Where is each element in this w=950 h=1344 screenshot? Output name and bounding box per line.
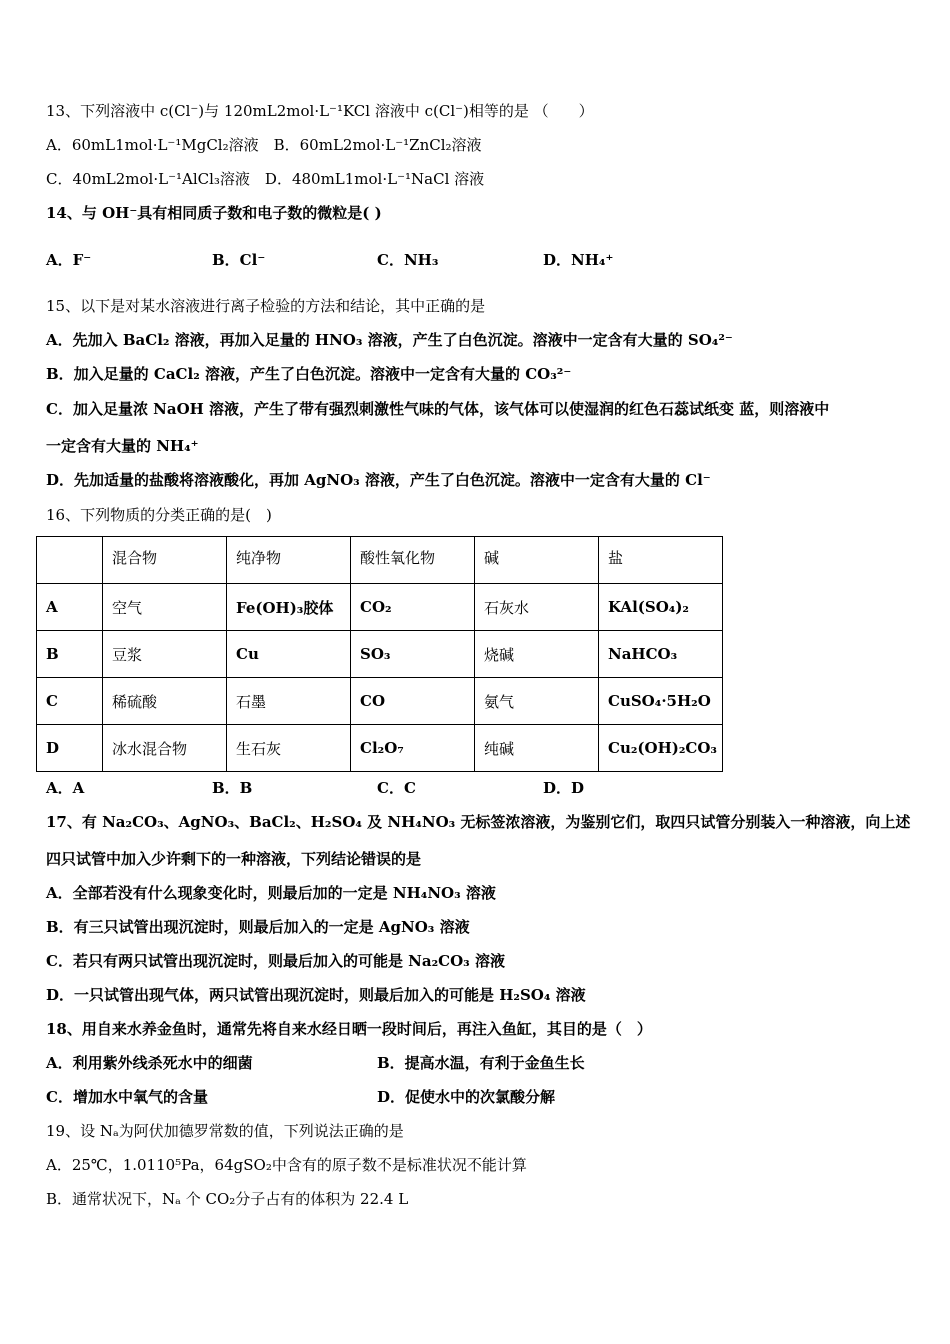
table-cell: CO [351, 678, 475, 725]
table-cell: 空气 [103, 584, 227, 631]
table-cell: 烧碱 [475, 631, 599, 678]
q14-option-d: D．NH₄⁺ [543, 251, 614, 269]
table-cell: CO₂ [351, 584, 475, 631]
table-cell: 豆浆 [103, 631, 227, 678]
q14-option-a: A．F⁻ [46, 251, 92, 269]
table-cell: SO₃ [351, 631, 475, 678]
q13-options-cd: C．40mL2mol·L⁻¹AlCl₃溶液 D．480mL1mol·L⁻¹NaCl 溶液 [46, 170, 485, 188]
table-cell: 石灰水 [475, 584, 599, 631]
table-cell: 碱 [475, 537, 599, 584]
q17-option-b: B．有三只试管出现沉淀时，则最后加入的一定是 AgNO₃ 溶液 [46, 918, 470, 936]
table-cell: 冰水混合物 [103, 725, 227, 772]
q16-option-d: D．D [543, 779, 585, 797]
q17-option-c: C．若只有两只试管出现沉淀时，则最后加入的可能是 Na₂CO₃ 溶液 [46, 952, 505, 970]
table-row [37, 631, 723, 678]
table-cell: 酸性氧化物 [351, 537, 475, 584]
q15-option-a: A．先加入 BaCl₂ 溶液，再加入足量的 HNO₃ 溶液，产生了白色沉淀。溶液中一定含有大量的 SO₄²⁻ [46, 331, 733, 349]
q17-option-d: D．一只试管出现气体，两只试管出现沉淀时，则最后加入的可能是 H₂SO₄ 溶液 [46, 986, 586, 1004]
table-cell: B [37, 631, 103, 678]
q16-option-b: B．B [212, 779, 253, 797]
table-cell: Cu₂(OH)₂CO₃ [599, 725, 723, 772]
table-cell: A [37, 584, 103, 631]
table-cell: KAl(SO₄)₂ [599, 584, 723, 631]
q19-option-a: A．25℃，1.0110⁵Pa，64gSO₂中含有的原子数不是标准状况不能计算 [46, 1156, 527, 1174]
q17-option-a: A．全部若没有什么现象变化时，则最后加的一定是 NH₄NO₃ 溶液 [46, 884, 496, 902]
q18-stem: 18、用自来水养金鱼时，通常先将自来水经日晒一段时间后，再注入鱼缸，其目的是（ ） [46, 1020, 652, 1038]
table-cell: CuSO₄·5H₂O [599, 678, 723, 725]
table-cell: Cl₂O₇ [351, 725, 475, 772]
table-cell: 生石灰 [227, 725, 351, 772]
table-cell: 石墨 [227, 678, 351, 725]
q17-stem: 17、有 Na₂CO₃、AgNO₃、BaCl₂、H₂SO₄ 及 NH₄NO₃ 无标签浓溶液，为鉴别它们，取四只试管分别装入一种溶液，向上述 [46, 813, 911, 831]
table-row [37, 678, 723, 725]
table-cell: Cu [227, 631, 351, 678]
q18-option-d: D．促使水中的次氯酸分解 [377, 1088, 556, 1106]
q15-option-c: C．加入足量浓 NaOH 溶液，产生了带有强烈刺激性气味的气体，该气体可以使湿润的红色石蕊试纸变 蓝，则溶液中 [46, 400, 830, 418]
q16-option-c: C．C [377, 779, 416, 797]
table-header-row [37, 537, 723, 584]
q14-option-c: C．NH₃ [377, 251, 439, 269]
table-cell: 盐 [599, 537, 723, 584]
table-cell: 纯净物 [227, 537, 351, 584]
q15-option-b: B．加入足量的 CaCl₂ 溶液，产生了白色沉淀。溶液中一定含有大量的 CO₃²⁻ [46, 365, 572, 383]
q14-option-b: B．Cl⁻ [212, 251, 266, 269]
table-cell: 氨气 [475, 678, 599, 725]
q17-stem-cont: 四只试管中加入少许剩下的一种溶液，下列结论错误的是 [46, 850, 422, 868]
q18-option-b: B．提高水温，有利于金鱼生长 [377, 1054, 585, 1072]
table-row [37, 584, 723, 631]
q13-stem: 13、下列溶液中 c(Cl⁻)与 120mL2mol·L⁻¹KCl 溶液中 c(Cl⁻)相等的是 （ ） [46, 102, 594, 120]
table-cell: Fe(OH)₃胶体 [227, 584, 351, 631]
q16-stem: 16、下列物质的分类正确的是( ) [46, 506, 272, 524]
q15-option-c-cont: 一定含有大量的 NH₄⁺ [46, 437, 199, 455]
q16-option-a: A．A [46, 779, 85, 797]
q15-stem: 15、以下是对某水溶液进行离子检验的方法和结论，其中正确的是 [46, 297, 486, 315]
q13-options-ab: A．60mL1mol·L⁻¹MgCl₂溶液 B．60mL2mol·L⁻¹ZnCl₂溶液 [46, 136, 482, 154]
table-cell: D [37, 725, 103, 772]
classification-table [36, 536, 723, 772]
q19-stem: 19、设 Nₐ为阿伏加德罗常数的值，下列说法正确的是 [46, 1122, 404, 1140]
table-cell [37, 537, 103, 584]
table-cell: 稀硫酸 [103, 678, 227, 725]
table-cell: C [37, 678, 103, 725]
table-cell: 纯碱 [475, 725, 599, 772]
q14-stem: 14、与 OH⁻具有相同质子数和电子数的微粒是( ) [46, 204, 382, 222]
table-cell: 混合物 [103, 537, 227, 584]
table-cell: NaHCO₃ [599, 631, 723, 678]
q15-option-d: D．先加适量的盐酸将溶液酸化，再加 AgNO₃ 溶液，产生了白色沉淀。溶液中一定含有大量的 Cl⁻ [46, 471, 711, 489]
table-row [37, 725, 723, 772]
q18-option-c: C．增加水中氧气的含量 [46, 1088, 208, 1106]
q19-option-b: B．通常状况下，Nₐ 个 CO₂分子占有的体积为 22.4 L [46, 1190, 409, 1208]
q18-option-a: A．利用紫外线杀死水中的细菌 [46, 1054, 253, 1072]
